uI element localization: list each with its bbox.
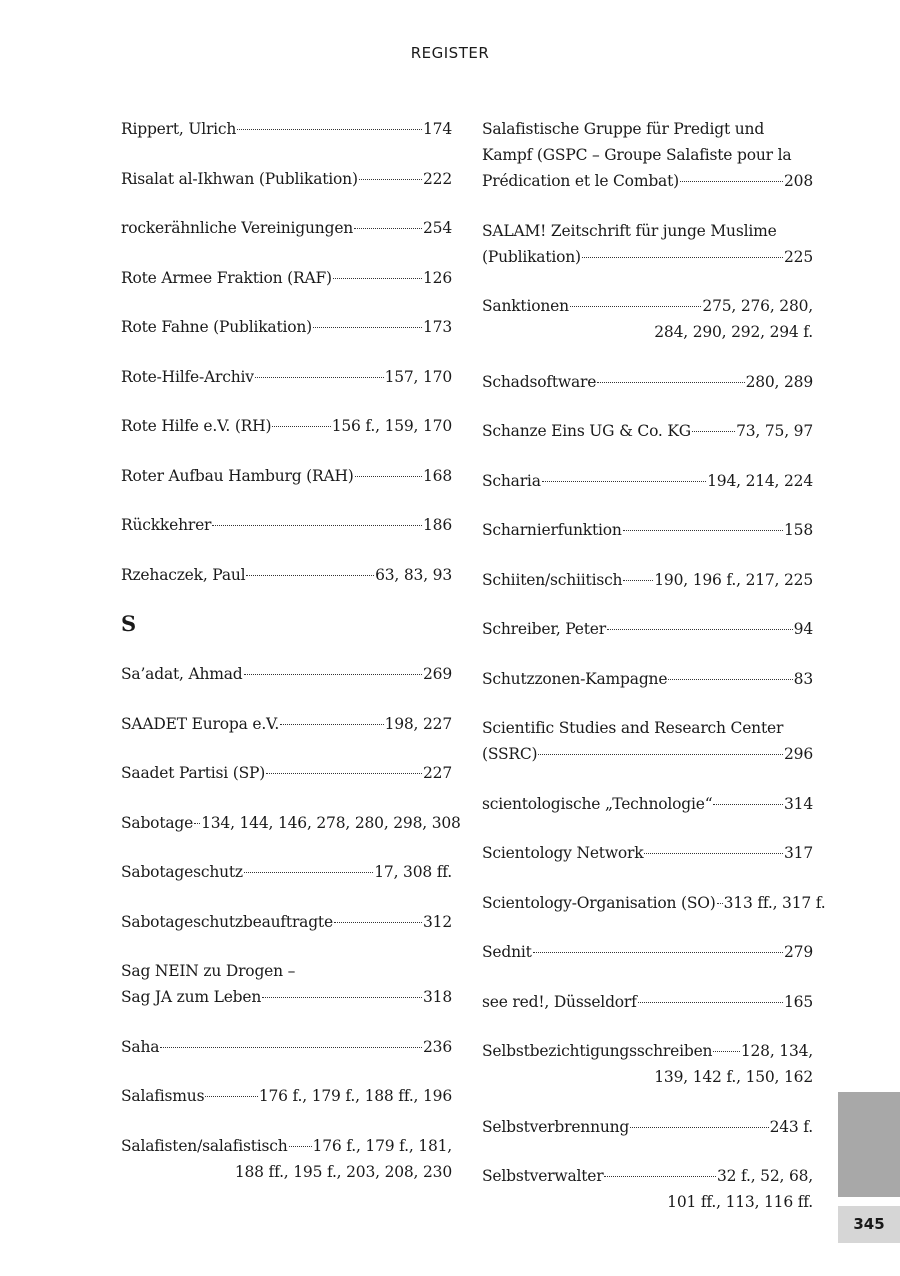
leader-dots xyxy=(354,228,422,229)
index-entry xyxy=(121,265,452,291)
entry-pages: 128, 134, xyxy=(740,1042,813,1060)
entry-pages: 284, 290, 292, 294 f. xyxy=(654,323,813,341)
entry-line xyxy=(482,244,813,270)
entry-line xyxy=(121,1133,452,1159)
leader-dots xyxy=(644,853,783,854)
entry-pages: 313 ff., 317 f. xyxy=(723,893,826,912)
index-entry xyxy=(121,859,452,885)
leader-dots xyxy=(272,426,330,427)
index-entry xyxy=(482,616,813,642)
leader-dots xyxy=(680,181,783,182)
entry-term: Rote Hilfe e.V. (RH) xyxy=(121,417,272,435)
entry-line xyxy=(482,1114,813,1140)
leader-dots xyxy=(542,481,706,482)
entry-pages: 134, 144, 146, 278, 280, 298, 308 xyxy=(201,813,461,832)
entry-pages-continued xyxy=(482,319,813,345)
section-letter: S xyxy=(121,611,137,636)
leader-dots xyxy=(262,997,422,998)
entry-term: Prédication et le Combat) xyxy=(482,172,679,190)
entry-term: Rote Fahne (Publikation) xyxy=(121,318,313,336)
leader-dots xyxy=(597,382,744,383)
entry-term: Rippert, Ulrich xyxy=(121,120,237,138)
entry-term: Rzehaczek, Paul xyxy=(121,565,246,584)
index-entry xyxy=(482,369,813,395)
entry-pages: 280, 289 xyxy=(745,372,813,391)
index-entry xyxy=(121,1034,452,1060)
leader-dots xyxy=(713,1051,740,1052)
entry-line xyxy=(482,293,813,319)
entry-term: Rote-Hilfe-Archiv xyxy=(121,367,254,386)
index-entry xyxy=(482,418,813,444)
index-entry xyxy=(121,661,452,687)
entry-term: Schiiten/schiitisch xyxy=(482,570,623,589)
leader-dots xyxy=(607,629,793,630)
leader-dots xyxy=(604,1176,715,1177)
entry-term: Sa’adat, Ahmad xyxy=(121,665,243,683)
entry-term: Selbstverwalter xyxy=(482,1167,604,1185)
entry-pages: 101 ff., 113, 116 ff. xyxy=(667,1193,813,1211)
entry-line xyxy=(482,1038,813,1064)
entry-line xyxy=(482,939,813,965)
leader-dots xyxy=(255,377,384,378)
entry-line xyxy=(121,215,452,241)
entry-pages: 165 xyxy=(784,992,813,1011)
index-entry xyxy=(121,364,452,390)
entry-pages: 173 xyxy=(423,318,452,336)
entry-pages: 279 xyxy=(784,943,813,961)
index-entry xyxy=(121,958,452,1010)
index-entry xyxy=(482,791,813,817)
leader-dots xyxy=(582,257,783,258)
leader-dots xyxy=(333,278,422,279)
index-entry xyxy=(482,1038,813,1090)
index-entry xyxy=(482,517,813,543)
index-entry xyxy=(121,166,452,192)
leader-dots xyxy=(334,922,422,923)
entry-line xyxy=(121,265,452,291)
index-entry xyxy=(121,413,452,439)
entry-pages: 314 xyxy=(784,794,813,813)
entry-line xyxy=(121,810,461,836)
entry-term-line xyxy=(482,715,813,741)
entry-pages: 186 xyxy=(423,516,452,534)
index-entry xyxy=(121,215,452,241)
entry-pages: 318 xyxy=(423,988,452,1006)
index-entry xyxy=(482,116,813,194)
entry-term: Sednit xyxy=(482,943,532,961)
leader-dots xyxy=(266,773,422,774)
entry-term-line xyxy=(482,116,813,142)
index-entry xyxy=(482,1114,813,1140)
entry-term: Schadsoftware xyxy=(482,372,597,391)
leader-dots xyxy=(692,431,735,432)
entry-line xyxy=(121,166,452,192)
entry-line xyxy=(121,984,452,1010)
entry-term: Selbstbezichtigungsschreiben xyxy=(482,1042,713,1060)
leader-dots xyxy=(533,952,783,953)
entry-pages: 73, 75, 97 xyxy=(736,422,813,440)
page-number: 345 xyxy=(838,1206,900,1243)
index-entry xyxy=(121,314,452,340)
entry-line xyxy=(482,468,813,494)
index-entry xyxy=(482,666,813,692)
entry-line xyxy=(482,890,826,916)
entry-term: Roter Aufbau Hamburg (RAH) xyxy=(121,466,354,485)
entry-pages: 139, 142 f., 150, 162 xyxy=(654,1068,813,1086)
leader-dots xyxy=(244,872,373,873)
entry-pages: 176 f., 179 f., 188 ff., 196 xyxy=(258,1087,452,1105)
index-entry xyxy=(482,1163,813,1215)
entry-pages: 208 xyxy=(784,172,813,190)
entry-term-line xyxy=(482,142,813,168)
entry-term: Risalat al-Ikhwan (Publikation) xyxy=(121,169,358,188)
index-entry xyxy=(482,715,813,767)
entry-term: Scharia xyxy=(482,471,541,490)
leader-dots xyxy=(623,580,653,581)
entry-term: Scharnierfunktion xyxy=(482,521,622,539)
entry-pages: 157, 170 xyxy=(384,367,452,386)
index-entry xyxy=(121,1083,452,1109)
entry-term: Saha xyxy=(121,1037,160,1056)
entry-pages: 275, 276, 280, xyxy=(702,297,813,315)
index-column-right xyxy=(482,116,826,1239)
entry-term: Sabotageschutz xyxy=(121,863,243,881)
entry-term: rockerähnliche Vereinigungen xyxy=(121,219,354,237)
index-entry xyxy=(121,116,452,142)
entry-pages: 317 xyxy=(784,844,813,862)
index-entry xyxy=(121,711,452,737)
entry-pages: 312 xyxy=(423,912,452,931)
leader-dots xyxy=(623,530,783,531)
entry-pages: 188 ff., 195 f., 203, 208, 230 xyxy=(234,1162,452,1181)
index-entry xyxy=(482,218,813,270)
index-entry xyxy=(121,562,452,588)
index-entry xyxy=(121,512,452,538)
entry-line xyxy=(482,369,813,395)
entry-term: Salafisten/salafistisch xyxy=(121,1136,288,1155)
entry-term: Sabotage xyxy=(121,813,194,832)
entry-line xyxy=(121,364,452,390)
index-entry xyxy=(121,909,452,935)
entry-line xyxy=(121,859,452,885)
entry-term: Sag JA zum Leben xyxy=(121,988,262,1006)
entry-pages: 236 xyxy=(423,1037,452,1056)
leader-dots xyxy=(638,1002,783,1003)
entry-pages: 32 f., 52, 68, xyxy=(716,1167,813,1185)
leader-dots xyxy=(160,1047,422,1048)
entry-pages: 94 xyxy=(793,620,813,638)
entry-term: Saadet Partisi (SP) xyxy=(121,764,266,782)
entry-pages: 126 xyxy=(423,268,452,287)
leader-dots xyxy=(246,575,374,576)
leader-dots xyxy=(538,754,783,755)
entry-pages: 296 xyxy=(784,745,813,763)
index-entry xyxy=(482,567,813,593)
entry-line xyxy=(482,840,813,866)
leader-dots xyxy=(668,679,792,680)
entry-term: Salafismus xyxy=(121,1087,205,1105)
index-entry xyxy=(482,840,813,866)
leader-dots xyxy=(289,1146,312,1147)
thumb-index-tab xyxy=(838,1092,900,1197)
entry-term: (Publikation) xyxy=(482,247,581,266)
index-entry xyxy=(121,1133,452,1185)
entry-line xyxy=(121,562,452,588)
entry-term: Schreiber, Peter xyxy=(482,620,606,638)
entry-pages: 254 xyxy=(423,219,452,237)
entry-term: Sabotageschutzbeauftragte xyxy=(121,912,333,931)
entry-line xyxy=(121,413,452,439)
leader-dots xyxy=(313,327,422,328)
entry-term: Sanktionen xyxy=(482,297,569,315)
entry-line xyxy=(482,418,813,444)
entry-pages: 222 xyxy=(423,169,452,188)
entry-line xyxy=(482,741,813,767)
index-entry xyxy=(121,760,452,786)
entry-pages: 168 xyxy=(423,466,452,485)
index-entry xyxy=(482,989,813,1015)
entry-term-line xyxy=(121,958,452,984)
entry-term: Kampf (GSPC – Groupe Salafiste pour la xyxy=(482,146,792,164)
entry-line xyxy=(121,512,452,538)
entry-term: Selbstverbrennung xyxy=(482,1117,630,1136)
leader-dots xyxy=(355,476,422,477)
leader-dots xyxy=(713,804,783,805)
entry-pages: 227 xyxy=(423,764,452,782)
leader-dots xyxy=(630,1127,768,1128)
entry-line xyxy=(121,1083,452,1109)
entry-term: Rote Armee Fraktion (RAF) xyxy=(121,268,332,287)
entry-pages: 158 xyxy=(784,521,813,539)
entry-line xyxy=(482,666,813,692)
leader-dots xyxy=(244,674,422,675)
entry-term: Scientific Studies and Research Center xyxy=(482,719,784,737)
leader-dots xyxy=(205,1096,258,1097)
entry-line xyxy=(121,463,452,489)
entry-line xyxy=(121,760,452,786)
leader-dots xyxy=(359,179,422,180)
index-column-left xyxy=(121,116,461,1208)
entry-term: scientologische „Technologie“ xyxy=(482,794,713,813)
entry-line xyxy=(121,661,452,687)
leader-dots xyxy=(717,903,723,904)
entry-line xyxy=(482,1163,813,1189)
leader-dots xyxy=(570,306,702,307)
entry-pages: 83 xyxy=(793,669,813,688)
entry-pages: 174 xyxy=(423,120,452,138)
entry-term: see red!, Düsseldorf xyxy=(482,992,637,1011)
leader-dots xyxy=(194,823,200,824)
entry-pages: 176 f., 179 f., 181, xyxy=(312,1136,452,1155)
index-entry xyxy=(482,890,826,916)
index-entry xyxy=(121,810,461,836)
entry-pages: 198, 227 xyxy=(384,714,452,733)
entry-term: SALAM! Zeitschrift für junge Muslime xyxy=(482,221,777,240)
entry-term: Rückkehrer xyxy=(121,516,212,534)
entry-term: Schanze Eins UG & Co. KG xyxy=(482,422,691,440)
entry-line xyxy=(121,1034,452,1060)
entry-term: Salafistische Gruppe für Predigt und xyxy=(482,120,765,138)
index-entry xyxy=(482,468,813,494)
running-header: REGISTER xyxy=(410,44,490,62)
entry-line xyxy=(482,989,813,1015)
entry-line xyxy=(121,116,452,142)
entry-line xyxy=(121,314,452,340)
entry-term-line xyxy=(482,218,813,244)
entry-term: SAADET Europa e.V. xyxy=(121,714,280,733)
leader-dots xyxy=(237,129,422,130)
entry-line xyxy=(482,567,813,593)
entry-pages: 225 xyxy=(784,247,813,266)
index-entry xyxy=(482,939,813,965)
entry-pages: 190, 196 f., 217, 225 xyxy=(654,570,813,589)
entry-term: Sag NEIN zu Drogen – xyxy=(121,962,296,980)
entry-pages-continued xyxy=(482,1064,813,1090)
entry-line xyxy=(482,616,813,642)
index-entry xyxy=(482,293,813,345)
entry-term: (SSRC) xyxy=(482,745,538,763)
entry-pages: 243 f. xyxy=(769,1117,813,1136)
leader-dots xyxy=(212,525,422,526)
entry-pages: 269 xyxy=(423,665,452,683)
entry-pages-continued xyxy=(482,1189,813,1215)
index-entry xyxy=(121,463,452,489)
entry-line xyxy=(121,711,452,737)
entry-pages: 156 f., 159, 170 xyxy=(331,417,452,435)
entry-line xyxy=(482,168,813,194)
entry-pages: 17, 308 ff. xyxy=(374,863,452,881)
entry-term: Scientology-Organisation (SO) xyxy=(482,893,716,912)
entry-term: Scientology Network xyxy=(482,844,644,862)
entry-pages-continued xyxy=(121,1159,452,1185)
entry-line xyxy=(121,909,452,935)
entry-line xyxy=(482,791,813,817)
entry-pages: 194, 214, 224 xyxy=(707,471,813,490)
leader-dots xyxy=(280,724,384,725)
entry-pages: 63, 83, 93 xyxy=(375,565,452,584)
entry-term: Schutzzonen-Kampagne xyxy=(482,669,668,688)
entry-line xyxy=(482,517,813,543)
